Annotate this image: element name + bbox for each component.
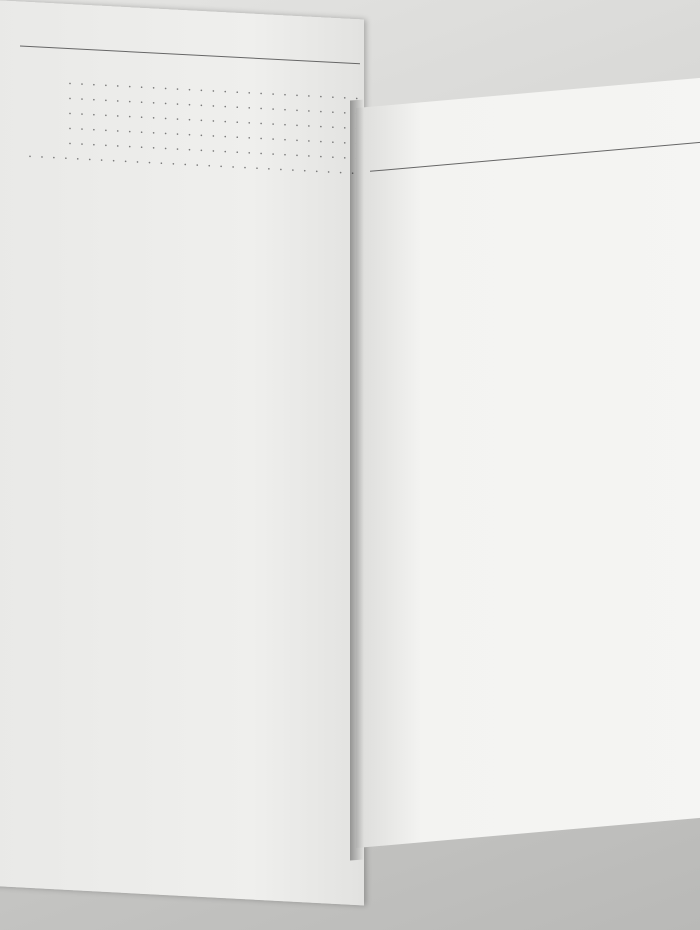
header-rule [20, 45, 360, 64]
header-rule [370, 140, 700, 172]
toc-right [370, 148, 700, 179]
toc-left [24, 70, 364, 178]
book-spine-shadow [350, 100, 364, 861]
toc-entry-number [30, 112, 64, 114]
right-page [356, 77, 700, 848]
toc-entry-number [30, 142, 64, 144]
toc-entry-number [30, 127, 64, 129]
toc-entry-number [30, 97, 64, 99]
toc-entry-number [30, 82, 64, 84]
